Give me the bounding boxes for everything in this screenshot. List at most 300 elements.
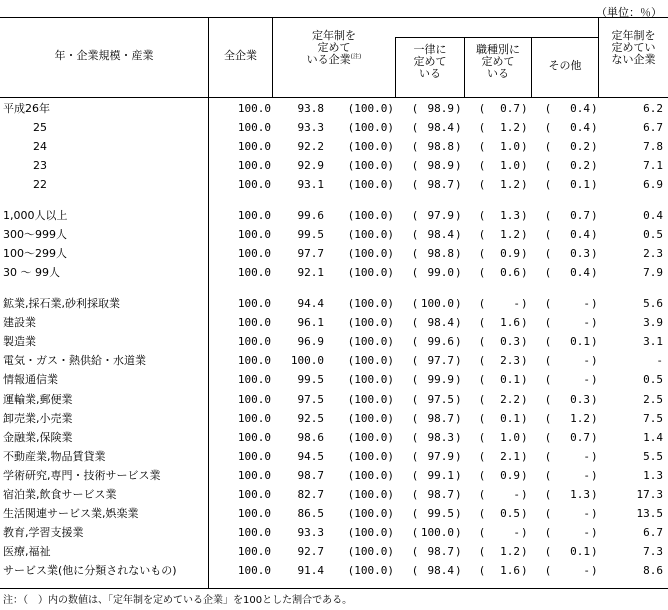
paren-close: ): [592, 507, 597, 521]
header-defined-line3-text: いる企業: [306, 53, 351, 66]
cell-byjob: 2.3: [500, 354, 520, 368]
paren-open: (: [480, 247, 485, 261]
table-row: [0, 352, 668, 370]
cell-byjob: 0.9: [500, 468, 520, 482]
table-row: [0, 429, 668, 447]
cell-notdefined: 13.5: [636, 507, 663, 521]
paren-close: ): [456, 228, 461, 242]
cell-notdefined: 1.4: [643, 430, 663, 444]
paren-open: (: [413, 140, 418, 154]
cell-defined: 91.4: [297, 564, 324, 578]
cell-other: 1.3: [570, 488, 590, 501]
cell-uniform: 98.4: [427, 228, 454, 242]
cell-byjob: 0.6: [500, 266, 520, 280]
cell-uniform: 98.7: [427, 488, 454, 501]
cell-all: 100.0: [237, 266, 271, 280]
cell-all: 100.0: [237, 209, 271, 222]
cell-pct: (100.0): [347, 526, 394, 540]
table-row: [0, 100, 668, 118]
paren-open: (: [480, 159, 485, 173]
paren-open: (: [480, 121, 485, 135]
header-defined-line1: 定年制を: [312, 29, 356, 42]
header-byjob-line1: 職種別に: [476, 43, 520, 56]
paren-open: (: [413, 449, 418, 463]
paren-close: ): [592, 449, 597, 463]
cell-notdefined: 6.9: [643, 178, 663, 192]
paren-close: ): [522, 159, 527, 173]
cell-pct: (100.0): [347, 545, 394, 559]
paren-close: ): [456, 121, 461, 135]
cell-uniform: 100.0: [420, 297, 454, 310]
cell-all: 100.0: [237, 488, 271, 501]
paren-open: (: [413, 564, 418, 578]
cell-label: 23: [33, 159, 47, 173]
cell-notdefined: 8.6: [643, 564, 663, 578]
paren-open: (: [546, 178, 551, 192]
cell-all: 100.0: [237, 373, 271, 387]
cell-uniform: 98.9: [427, 159, 454, 173]
cell-label: 100～299人: [3, 247, 67, 261]
paren-open: (: [413, 247, 418, 261]
cell-uniform: 98.7: [427, 178, 454, 192]
paren-open: (: [413, 488, 418, 501]
paren-open: (: [546, 507, 551, 521]
cell-defined: 96.1: [297, 316, 324, 330]
paren-close: ): [456, 297, 461, 310]
table-row: [0, 486, 668, 504]
cell-byjob: 1.6: [500, 564, 520, 578]
paren-close: ): [592, 468, 597, 482]
paren-close: ): [456, 430, 461, 444]
cell-defined: 92.7: [297, 545, 324, 559]
cell-uniform: 98.7: [427, 545, 454, 559]
cell-byjob: 1.2: [500, 178, 520, 192]
paren-open: (: [480, 140, 485, 154]
cell-notdefined: 1.3: [643, 468, 663, 482]
paren-close: ): [522, 266, 527, 280]
paren-close: ): [456, 411, 461, 425]
cell-label: 教育,学習支援業: [3, 526, 84, 540]
cell-notdefined: 6.7: [643, 526, 663, 540]
cell-pct: (100.0): [347, 335, 394, 349]
paren-close: ): [456, 247, 461, 261]
table-row: [0, 467, 668, 485]
paren-close: ): [456, 373, 461, 387]
paren-close: ): [522, 430, 527, 444]
paren-open: (: [480, 449, 485, 463]
paren-close: ): [456, 526, 461, 540]
cell-other: 0.1: [570, 178, 590, 192]
paren-open: (: [413, 392, 418, 406]
paren-close: ): [522, 392, 527, 406]
paren-open: (: [546, 102, 551, 115]
paren-open: (: [480, 316, 485, 330]
cell-uniform: 97.5: [427, 392, 454, 406]
cell-other: -: [583, 354, 590, 368]
cell-defined: 100.0: [290, 354, 324, 368]
paren-open: (: [480, 354, 485, 368]
cell-label: 鉱業,採石業,砂利採取業: [3, 297, 120, 310]
cell-notdefined: 7.9: [643, 266, 663, 280]
cell-other: 0.7: [570, 430, 590, 444]
table-row: [0, 314, 668, 332]
cell-byjob: 1.6: [500, 316, 520, 330]
paren-close: ): [592, 247, 597, 261]
cell-all: 100.0: [237, 247, 271, 261]
cell-defined: 99.5: [297, 373, 324, 387]
cell-label: 300～999人: [3, 228, 67, 242]
cell-notdefined: 0.5: [643, 228, 663, 242]
cell-other: -: [583, 316, 590, 330]
cell-label: 1,000人以上: [3, 209, 68, 222]
cell-other: 0.2: [570, 159, 590, 173]
cell-other: -: [583, 297, 590, 310]
paren-open: (: [546, 449, 551, 463]
paren-close: ): [592, 430, 597, 444]
cell-byjob: 0.3: [500, 335, 520, 349]
paren-close: ): [456, 178, 461, 192]
cell-all: 100.0: [237, 507, 271, 521]
paren-open: (: [546, 488, 551, 501]
paren-close: ): [522, 564, 527, 578]
paren-close: ): [522, 449, 527, 463]
paren-close: ): [522, 209, 527, 222]
cell-all: 100.0: [237, 316, 271, 330]
paren-open: (: [480, 507, 485, 521]
header-defined-line2: 定めて: [317, 41, 351, 54]
paren-open: (: [480, 228, 485, 242]
paren-close: ): [522, 297, 527, 310]
paren-close: ): [456, 354, 461, 368]
cell-byjob: 0.1: [500, 411, 520, 425]
table-row: [0, 176, 668, 194]
cell-label: 運輸業,郵便業: [3, 392, 73, 406]
paren-close: ): [456, 468, 461, 482]
cell-byjob: 1.3: [500, 209, 520, 222]
cell-label: 医療,福祉: [3, 545, 51, 559]
cell-label: 製造業: [3, 335, 36, 349]
table-row: [0, 410, 668, 428]
paren-close: ): [522, 316, 527, 330]
cell-notdefined: 6.7: [643, 121, 663, 135]
paren-open: (: [480, 488, 485, 501]
paren-open: (: [480, 102, 485, 115]
paren-close: ): [522, 526, 527, 540]
paren-open: (: [546, 545, 551, 559]
cell-pct: (100.0): [347, 488, 394, 501]
paren-close: ): [522, 102, 527, 115]
paren-open: (: [480, 178, 485, 192]
paren-close: ): [592, 178, 597, 192]
cell-all: 100.0: [237, 354, 271, 368]
cell-uniform: 97.7: [427, 354, 454, 368]
cell-other: 0.4: [570, 266, 590, 280]
paren-close: ): [592, 209, 597, 222]
paren-open: (: [546, 411, 551, 425]
cell-all: 100.0: [237, 121, 271, 135]
paren-close: ): [522, 373, 527, 387]
cell-defined: 92.5: [297, 411, 324, 425]
table-row: [0, 157, 668, 175]
paren-close: ): [522, 507, 527, 521]
cell-label: 24: [33, 140, 47, 154]
cell-byjob: 0.9: [500, 247, 520, 261]
cell-label: 学術研究,専門・技術サービス業: [3, 468, 161, 482]
table-row: [0, 562, 668, 580]
paren-close: ): [592, 354, 597, 368]
paren-close: ): [456, 159, 461, 173]
cell-other: 0.1: [570, 335, 590, 349]
cell-all: 100.0: [237, 102, 271, 115]
cell-other: -: [583, 564, 590, 578]
cell-uniform: 98.9: [427, 102, 454, 115]
cell-uniform: 98.8: [427, 140, 454, 154]
header-category: 年・企業規模・産業: [54, 49, 154, 62]
cell-label: サービス業(他に分類されないもの): [3, 564, 177, 578]
cell-other: -: [583, 507, 590, 521]
paren-close: ): [456, 545, 461, 559]
paren-close: ): [522, 228, 527, 242]
table-row: [0, 448, 668, 466]
cell-notdefined: -: [656, 354, 663, 368]
paren-open: (: [480, 373, 485, 387]
table-row: [0, 207, 668, 225]
cell-label: 電気・ガス・熱供給・水道業: [3, 354, 146, 368]
paren-close: ): [456, 507, 461, 521]
paren-open: (: [480, 526, 485, 540]
cell-other: -: [583, 449, 590, 463]
paren-close: ): [592, 526, 597, 540]
cell-pct: (100.0): [347, 228, 394, 242]
paren-close: ): [456, 266, 461, 280]
cell-defined: 98.6: [297, 430, 324, 444]
paren-close: ): [592, 297, 597, 310]
paren-open: (: [413, 316, 418, 330]
table-row: [0, 245, 668, 263]
cell-notdefined: 5.5: [643, 449, 663, 463]
cell-defined: 97.5: [297, 392, 324, 406]
header-uniform-line3: いる: [419, 67, 441, 80]
cell-other: -: [583, 468, 590, 482]
paren-close: ): [592, 335, 597, 349]
header-notdefined-line2: 定めてい: [611, 41, 656, 54]
cell-all: 100.0: [237, 392, 271, 406]
paren-open: (: [413, 545, 418, 559]
paren-close: ): [592, 159, 597, 173]
cell-pct: (100.0): [347, 468, 394, 482]
cell-notdefined: 0.4: [643, 209, 663, 222]
cell-notdefined: 2.5: [643, 392, 663, 406]
table-row: [0, 505, 668, 523]
cell-other: 1.2: [570, 411, 590, 425]
paren-open: (: [546, 266, 551, 280]
cell-pct: (100.0): [347, 266, 394, 280]
cell-other: -: [583, 373, 590, 387]
paren-open: (: [480, 564, 485, 578]
paren-close: ): [592, 488, 597, 501]
cell-pct: (100.0): [347, 507, 394, 521]
paren-close: ): [522, 140, 527, 154]
cell-uniform: 99.5: [427, 507, 454, 521]
cell-notdefined: 3.1: [643, 335, 663, 349]
cell-all: 100.0: [237, 564, 271, 578]
cell-uniform: 98.4: [427, 121, 454, 135]
cell-defined: 93.3: [297, 121, 324, 135]
cell-all: 100.0: [237, 468, 271, 482]
table-row: [0, 371, 668, 389]
paren-close: ): [456, 316, 461, 330]
header-notdefined-line3: ない企業: [611, 53, 656, 66]
cell-uniform: 98.7: [427, 411, 454, 425]
paren-open: (: [413, 102, 418, 115]
paren-open: (: [546, 468, 551, 482]
cell-byjob: 1.2: [500, 545, 520, 559]
cell-uniform: 99.9: [427, 373, 454, 387]
cell-all: 100.0: [237, 430, 271, 444]
paren-close: ): [522, 121, 527, 135]
table-row: [0, 119, 668, 137]
paren-open: (: [413, 121, 418, 135]
paren-open: (: [546, 430, 551, 444]
paren-open: (: [546, 335, 551, 349]
paren-open: (: [413, 526, 418, 540]
cell-label: 生活関連サービス業,娯楽業: [3, 507, 139, 521]
paren-close: ): [456, 102, 461, 115]
paren-open: (: [480, 209, 485, 222]
cell-uniform: 97.9: [427, 449, 454, 463]
table-row: [0, 333, 668, 351]
paren-open: (: [413, 228, 418, 242]
paren-open: (: [413, 354, 418, 368]
cell-label: 30 ～ 99人: [3, 266, 60, 280]
paren-close: ): [592, 392, 597, 406]
header-byjob-line2: 定めて: [481, 55, 515, 68]
cell-byjob: 1.0: [500, 140, 520, 154]
header-uniform-line2: 定めて: [413, 55, 447, 68]
cell-other: 0.1: [570, 545, 590, 559]
paren-close: ): [522, 178, 527, 192]
cell-all: 100.0: [237, 545, 271, 559]
cell-pct: (100.0): [347, 373, 394, 387]
cell-pct: (100.0): [347, 209, 394, 222]
paren-close: ): [456, 488, 461, 501]
header-uniform-line1: 一律に: [413, 43, 447, 56]
paren-open: (: [413, 430, 418, 444]
paren-open: (: [546, 526, 551, 540]
cell-other: -: [583, 526, 590, 540]
paren-open: (: [546, 209, 551, 222]
table-row: [0, 524, 668, 542]
paren-close: ): [522, 354, 527, 368]
paren-open: (: [413, 178, 418, 192]
paren-open: (: [546, 564, 551, 578]
cell-defined: 82.7: [297, 488, 324, 501]
paren-open: (: [546, 373, 551, 387]
paren-open: (: [546, 297, 551, 310]
paren-open: (: [546, 354, 551, 368]
paren-open: (: [480, 392, 485, 406]
cell-byjob: -: [513, 297, 520, 310]
table-row: [0, 295, 668, 313]
cell-defined: 94.4: [297, 297, 324, 310]
paren-close: ): [522, 247, 527, 261]
cell-all: 100.0: [237, 228, 271, 242]
cell-uniform: 98.4: [427, 316, 454, 330]
header-uniform: [396, 44, 464, 80]
paren-open: (: [413, 468, 418, 482]
header-notdefined: [599, 30, 668, 66]
paren-open: (: [546, 159, 551, 173]
cell-pct: (100.0): [347, 247, 394, 261]
paren-close: ): [592, 564, 597, 578]
paren-close: ): [592, 121, 597, 135]
paren-open: (: [480, 297, 485, 310]
cell-uniform: 99.1: [427, 468, 454, 482]
cell-label: 情報通信業: [3, 373, 58, 387]
cell-byjob: 1.0: [500, 430, 520, 444]
paren-close: ): [456, 140, 461, 154]
cell-byjob: 2.1: [500, 449, 520, 463]
paren-open: (: [480, 266, 485, 280]
cell-all: 100.0: [237, 411, 271, 425]
paren-close: ): [592, 102, 597, 115]
cell-notdefined: 7.3: [643, 545, 663, 559]
footnote: 注：（ ）内の数値は、「定年制を定めている企業」を100とした割合である。: [3, 595, 353, 606]
cell-uniform: 100.0: [420, 526, 454, 540]
header-defined-note-mark: (注): [350, 53, 362, 61]
paren-open: (: [480, 430, 485, 444]
table-row: [0, 138, 668, 156]
paren-open: (: [546, 228, 551, 242]
paren-close: ): [456, 209, 461, 222]
cell-other: 0.3: [570, 392, 590, 406]
cell-notdefined: 7.5: [643, 411, 663, 425]
cell-defined: 92.9: [297, 159, 324, 173]
cell-byjob: 1.2: [500, 121, 520, 135]
cell-all: 100.0: [237, 178, 271, 192]
paren-open: (: [413, 411, 418, 425]
table-row: [0, 543, 668, 561]
table-row: [0, 264, 668, 282]
paren-open: (: [413, 335, 418, 349]
paren-open: (: [413, 297, 418, 310]
cell-defined: 99.5: [297, 228, 324, 242]
cell-notdefined: 6.2: [643, 102, 663, 115]
cell-byjob: 1.0: [500, 159, 520, 173]
paren-close: ): [592, 545, 597, 559]
cell-byjob: 0.1: [500, 373, 520, 387]
cell-notdefined: 5.6: [643, 297, 663, 310]
table-row: [0, 226, 668, 244]
paren-open: (: [546, 392, 551, 406]
paren-close: ): [592, 228, 597, 242]
cell-byjob: -: [513, 526, 520, 540]
cell-uniform: 98.3: [427, 430, 454, 444]
table-row: [0, 391, 668, 409]
header-defined-line3: [273, 54, 395, 66]
paren-open: (: [413, 373, 418, 387]
paren-close: ): [522, 468, 527, 482]
cell-pct: (100.0): [347, 564, 394, 578]
paren-open: (: [480, 468, 485, 482]
cell-defined: 94.5: [297, 449, 324, 463]
cell-defined: 99.6: [297, 209, 324, 222]
paren-open: (: [546, 316, 551, 330]
cell-label: 不動産業,物品賃貸業: [3, 449, 106, 463]
cell-pct: (100.0): [347, 316, 394, 330]
paren-close: ): [456, 449, 461, 463]
paren-open: (: [413, 266, 418, 280]
